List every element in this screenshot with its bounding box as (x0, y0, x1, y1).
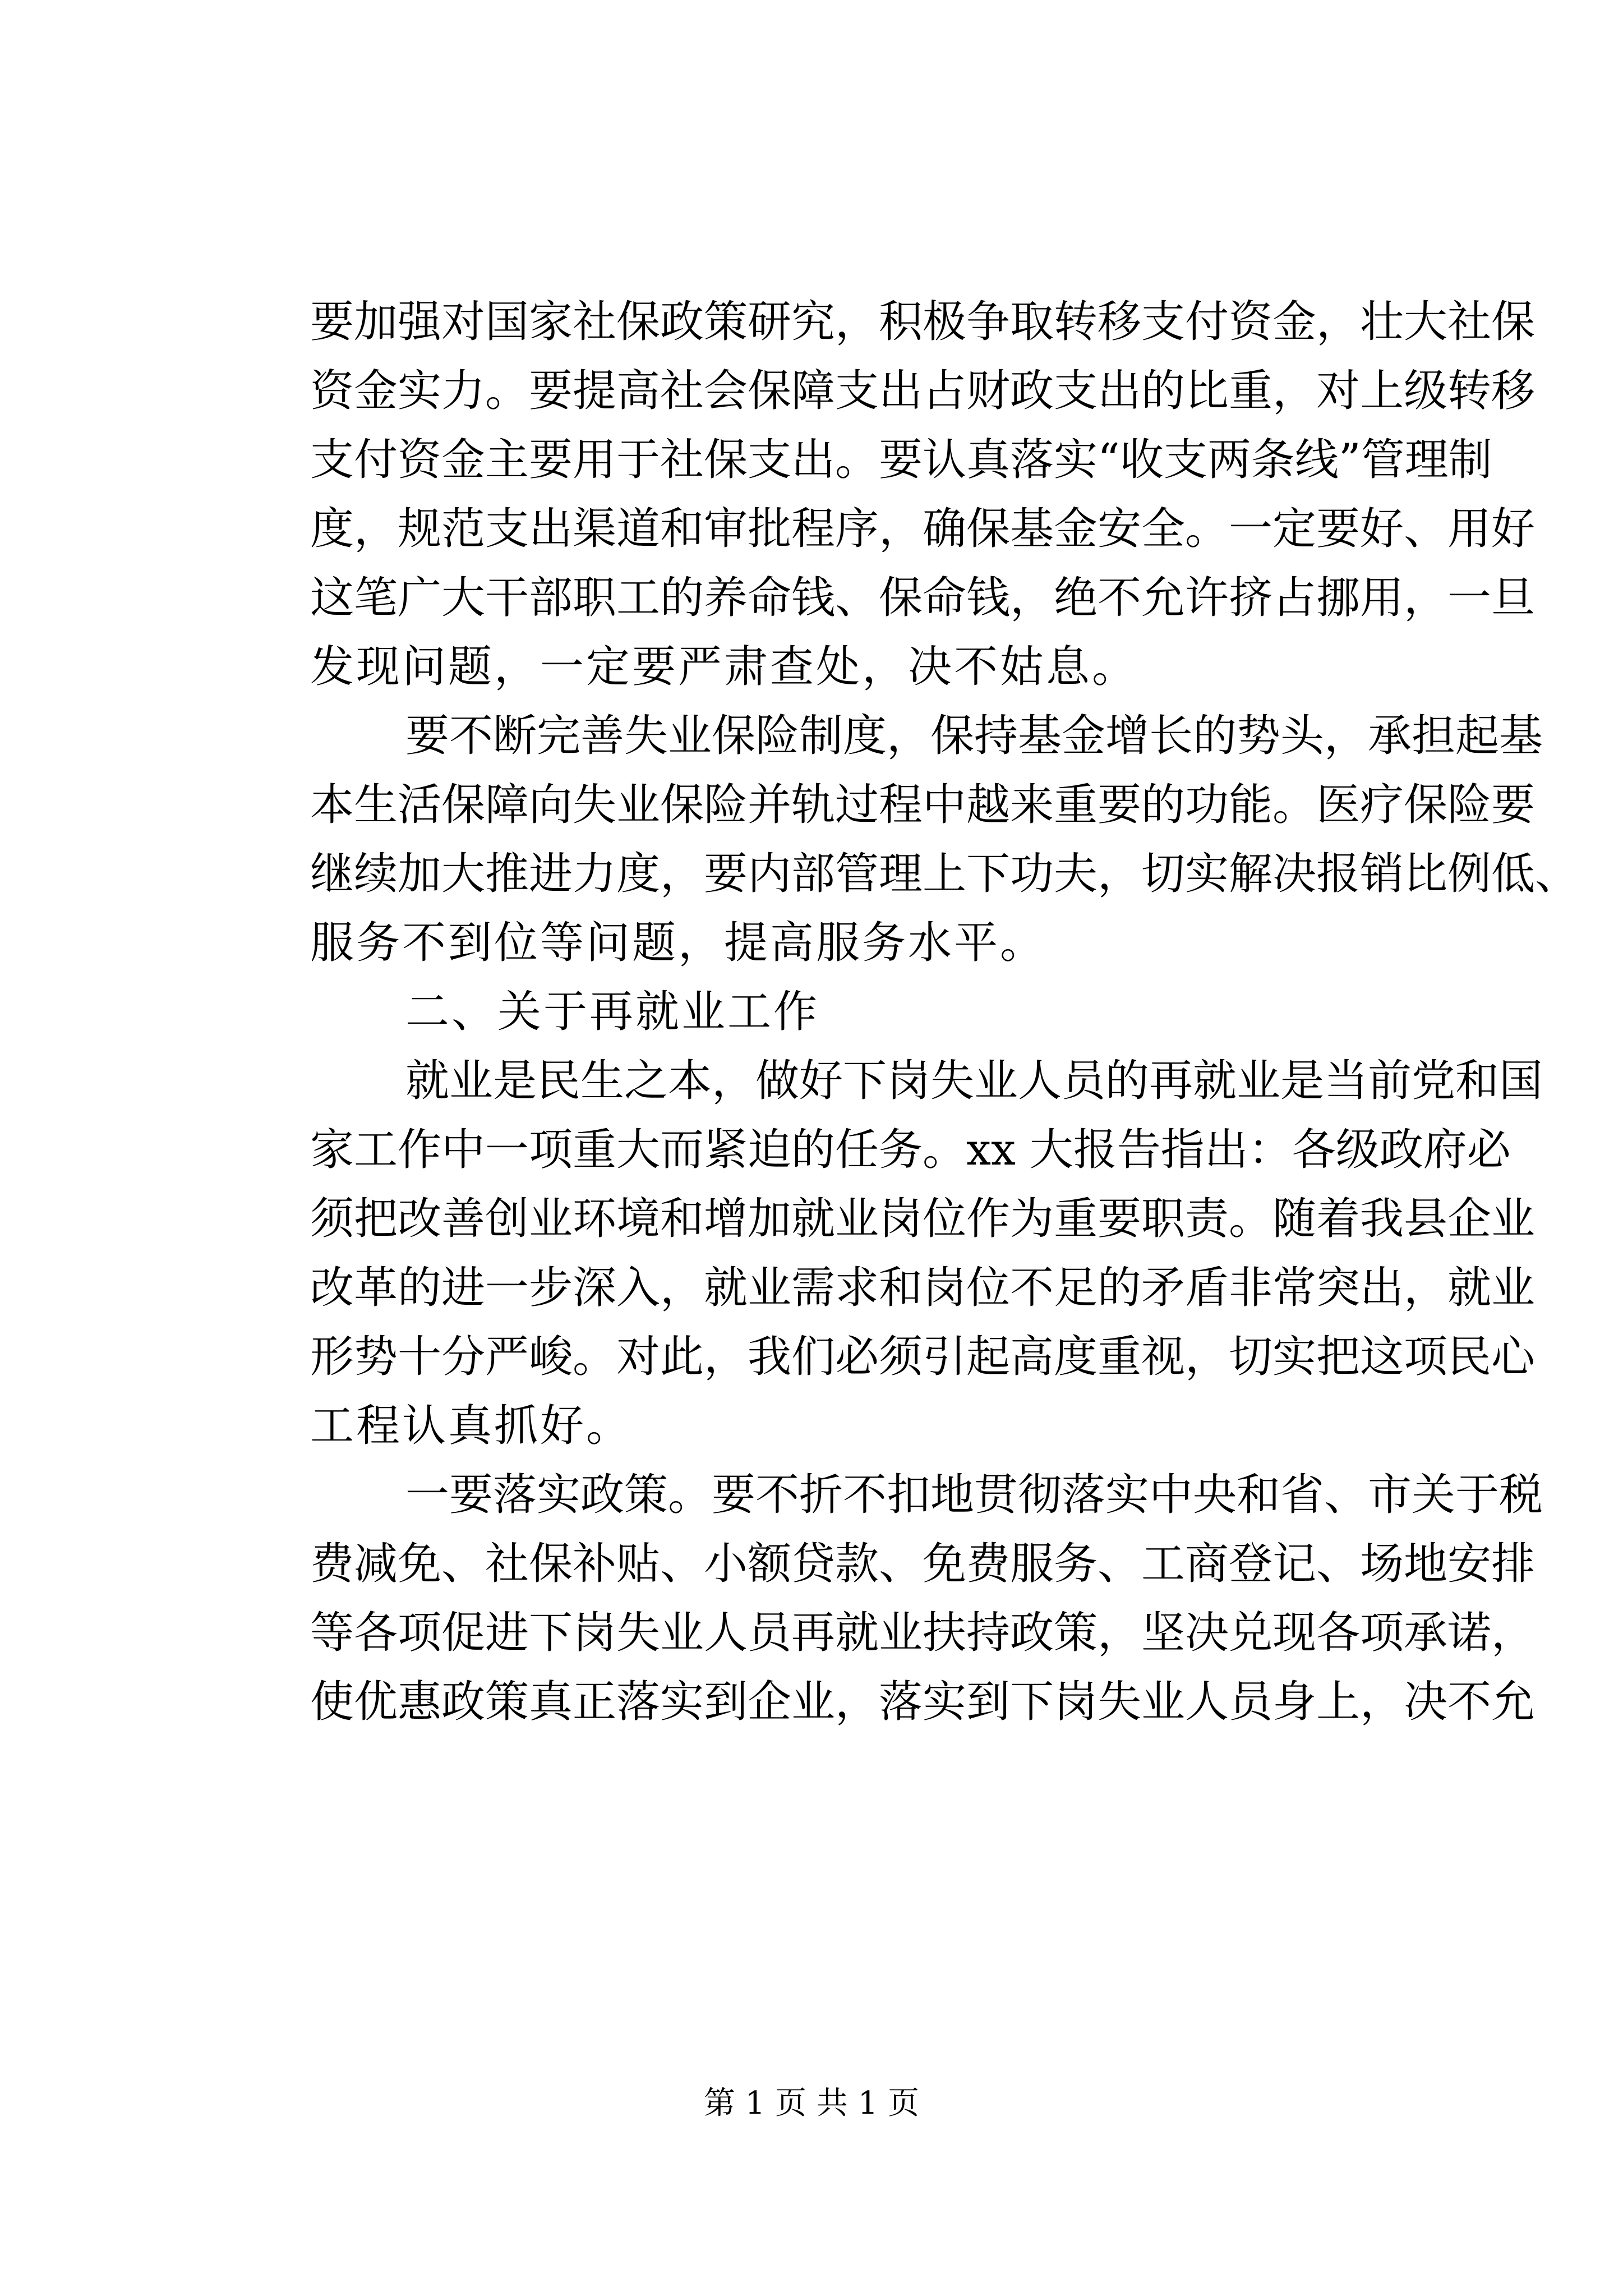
text-line: 等各项促进下岗失业人员再就业扶持政策，坚决兑现各项承诺， (310, 1608, 1536, 1658)
text-line: 度，规范支出渠道和审批程序，确保基金安全。一定要好、用好 (310, 504, 1536, 554)
text-line: 本生活保障向失业保险并轨过程中越来重要的功能。医疗保险要 (310, 780, 1536, 830)
document-body (310, 292, 1579, 1741)
text-line: 服务不到位等问题，提高服务水平。 (310, 918, 1046, 968)
page-footer (0, 2084, 1623, 2123)
text-line: 要加强对国家社保政策研究，积极争取转移支付资金，壮大社保 (310, 297, 1536, 347)
text-line: 使优惠政策真正落实到企业，落实到下岗失业人员身上，决不允 (310, 1677, 1536, 1727)
text-line: 就业是民生之本，做好下岗失业人员的再就业是当前党和国 (405, 1056, 1543, 1106)
text-line: 继续加大推进力度，要内部管理上下功夫，切实解决报销比例低、 (310, 849, 1579, 899)
text-line: 须把改善创业环境和增加就业岗位作为重要职责。随着我县企业 (310, 1194, 1536, 1244)
text-line: 支付资金主要用于社保支出。要认真落实“收支两条线”管理制 (310, 435, 1492, 485)
text-line: 发现问题，一定要严肃查处，决不姑息。 (310, 642, 1138, 692)
text-line: 工程认真抓好。 (310, 1401, 633, 1451)
text-line: 形势十分严峻。对此，我们必须引起高度重视，切实把这项民心 (310, 1332, 1536, 1382)
paragraph (310, 706, 1579, 982)
text-line: 资金实力。要提高社会保障支出占财政支出的比重，对上级转移 (310, 366, 1536, 416)
heading-line: 二、关于再就业工作 (405, 987, 820, 1037)
text-line: 要不断完善失业保险制度，保持基金增长的势头，承担起基 (405, 711, 1543, 761)
paragraph (310, 1465, 1543, 1741)
page-number: 第 1 页 共 1 页 (703, 2085, 920, 2122)
text-line: 这笔广大干部职工的养命钱、保命钱，绝不允许挤占挪用，一旦 (310, 573, 1536, 623)
paragraph (310, 292, 1536, 706)
text-line: 家工作中一项重大而紧迫的任务。xx 大报告指出：各级政府必 (310, 1125, 1511, 1175)
section-heading (310, 982, 1429, 1051)
text-line: 改革的进一步深入，就业需求和岗位不足的矛盾非常突出，就业 (310, 1263, 1536, 1313)
text-line: 一要落实政策。要不折不扣地贯彻落实中央和省、市关于税 (405, 1470, 1543, 1520)
text-line: 费减免、社保补贴、小额贷款、免费服务、工商登记、场地安排 (310, 1539, 1536, 1589)
paragraph (310, 1051, 1543, 1465)
